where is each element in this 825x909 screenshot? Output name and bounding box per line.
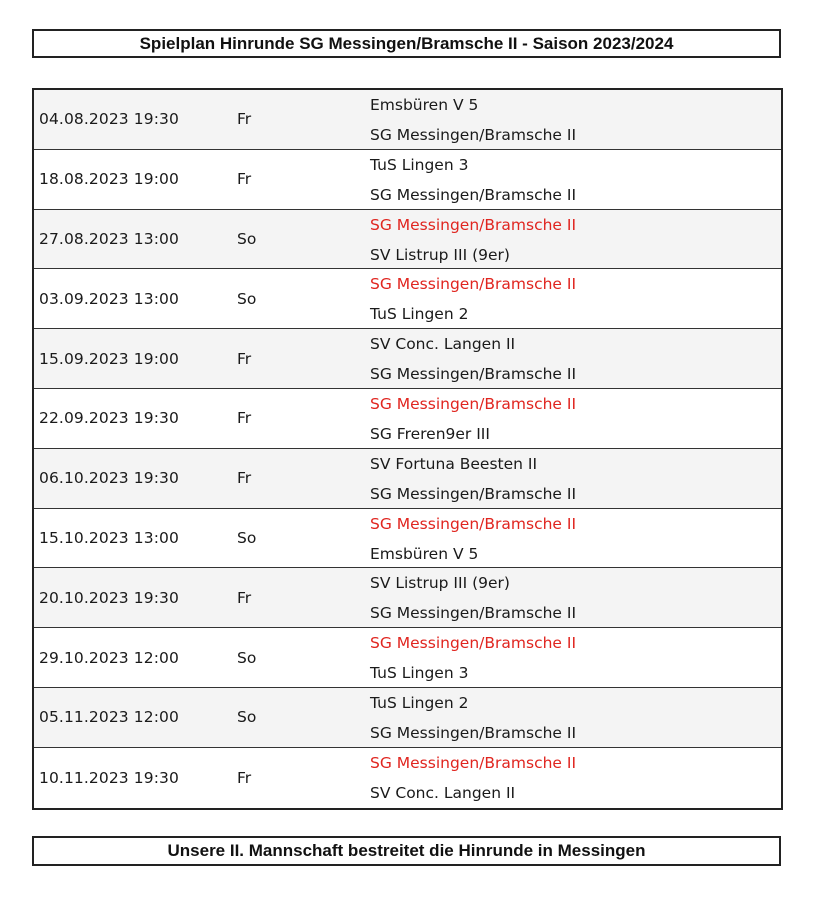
match-datetime: 04.08.2023 19:30 [39,110,179,129]
match-datetime: 20.10.2023 19:30 [39,588,179,607]
away-team: TuS Lingen 2 [370,305,469,324]
home-team: TuS Lingen 2 [370,693,469,712]
match-weekday: Fr [237,110,252,129]
home-team: SG Messingen/Bramsche II [370,394,577,413]
match-datetime: 18.08.2023 19:00 [39,170,179,189]
match-datetime: 15.09.2023 19:00 [39,349,179,368]
match-weekday: Fr [237,409,252,428]
match-schedule-table [32,88,783,810]
match-datetime: 05.11.2023 12:00 [39,708,179,727]
match-datetime: 06.10.2023 19:30 [39,469,179,488]
match-weekday: Fr [237,469,252,488]
away-team: SV Conc. Langen II [370,783,516,802]
page-title: Spielplan Hinrunde SG Messingen/Bramsche II - Saison 2023/2024 [32,29,781,58]
home-team: SV Fortuna Beesten II [370,454,538,473]
footer-note: Unsere II. Mannschaft bestreitet die Hinrunde in Messingen [32,836,781,866]
home-team: SV Listrup III (9er) [370,574,510,593]
table-row [34,688,781,748]
away-team: SG Messingen/Bramsche II [370,185,577,204]
match-datetime: 27.08.2023 13:00 [39,229,179,248]
away-team: SG Messingen/Bramsche II [370,723,577,742]
away-team: SG Messingen/Bramsche II [370,365,577,384]
home-team: SG Messingen/Bramsche II [370,634,577,653]
home-team: Emsbüren V 5 [370,96,479,114]
match-weekday: So [237,708,257,727]
away-team: TuS Lingen 3 [370,664,469,683]
away-team: SG Messingen/Bramsche II [370,126,577,144]
away-team: SG Messingen/Bramsche II [370,604,577,623]
home-team: SG Messingen/Bramsche II [370,514,577,533]
away-team: Emsbüren V 5 [370,544,479,563]
table-row [34,329,781,389]
home-team: SG Messingen/Bramsche II [370,753,577,772]
match-datetime: 22.09.2023 19:30 [39,409,179,428]
home-team: TuS Lingen 3 [370,155,469,174]
table-row [34,568,781,628]
match-weekday: Fr [237,170,252,189]
match-weekday: So [237,528,257,547]
match-datetime: 29.10.2023 12:00 [39,648,179,667]
away-team: SV Listrup III (9er) [370,245,510,264]
match-weekday: So [237,229,257,248]
match-datetime: 03.09.2023 13:00 [39,289,179,308]
match-weekday: So [237,289,257,308]
table-row [34,449,781,509]
home-team: SG Messingen/Bramsche II [370,275,577,294]
table-row [34,748,781,808]
table-row [34,389,781,449]
match-datetime: 10.11.2023 19:30 [39,768,179,787]
table-row [34,90,781,150]
match-datetime: 15.10.2023 13:00 [39,528,179,547]
table-row [34,509,781,569]
table-row [34,150,781,210]
table-row [34,210,781,270]
home-team: SG Messingen/Bramsche II [370,215,577,234]
match-weekday: Fr [237,588,252,607]
away-team: SG Messingen/Bramsche II [370,484,577,503]
table-row [34,269,781,329]
match-weekday: Fr [237,768,252,787]
match-weekday: So [237,648,257,667]
table-row [34,628,781,688]
away-team: SG Freren9er III [370,424,490,443]
home-team: SV Conc. Langen II [370,335,516,354]
match-weekday: Fr [237,349,252,368]
